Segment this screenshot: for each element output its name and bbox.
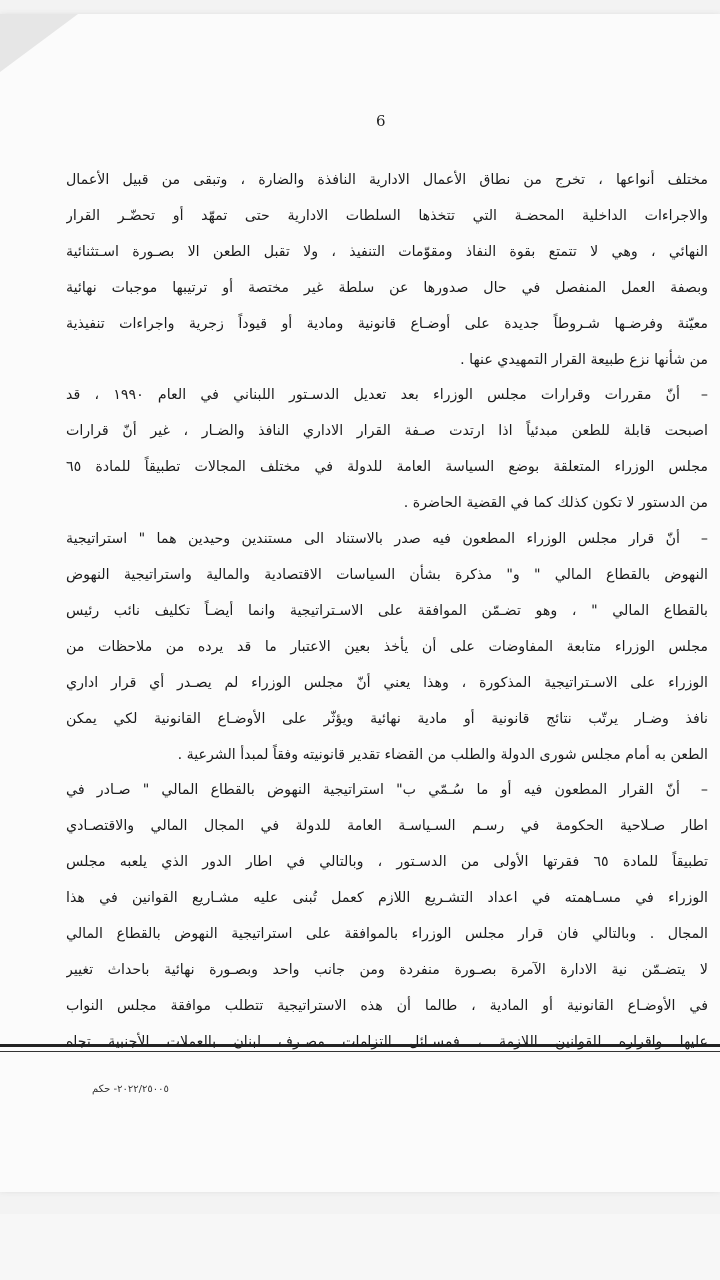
- text-line: [66, 594, 708, 630]
- line-text: نافذ وضـار يرتّب نتائج قانونية أو مادية نهائية ويؤثّر على الأوضـاع القانونية لكي يمكن: [66, 710, 708, 727]
- text-line: [66, 809, 708, 845]
- line-text: الطعن به أمام مجلس شورى الدولة والطلب من القضاء تقدير قانونيته وفقاً لمبدأ الشرعية .: [177, 746, 708, 763]
- text-line: [66, 917, 708, 953]
- bullet-dash: –: [700, 782, 708, 799]
- line-text: بالقطاع المالي " ، وهو تضـمّن الموافقة على الاسـتراتيجية وانما أيضـاً تكليف نائب رئيس: [66, 602, 708, 619]
- text-line: [66, 414, 708, 450]
- line-text: مجلس الوزراء المتعلقة بوضع السياسة العامة للدولة في مختلف المجالات تطبيقاً للمادة ٦٥: [66, 459, 708, 476]
- line-text: والاجراءات الداخلية المحضـة التي تتخذها السلطات الادارية حتى تمهّد أو تحضّـر القرار: [66, 207, 708, 224]
- bullet-dash: –: [700, 387, 708, 404]
- text-line: [66, 307, 708, 343]
- footer-reference: ٢٠٢٢/٢٥٠٠٥- حكم: [92, 1084, 169, 1095]
- text-line: [66, 953, 708, 989]
- footer-rule-thick: [0, 1044, 720, 1047]
- line-text: أنّ القرار المطعون فيه أو ما سُـمّي ب" استراتيجية النهوض بالقطاع المالي " صـادر في: [66, 782, 680, 799]
- document-body: [66, 163, 708, 1061]
- text-line: [66, 738, 708, 774]
- line-text: لا يتضـمّن نية الادارة الآمرة بصـورة منفردة ومن جانب واحد وبصـورة نهائية باحداث تغيير: [66, 961, 708, 978]
- line-text: من الدستور لا تكون كذلك كما في القضية الحاضرة .: [403, 495, 708, 512]
- line-text: النهوض بالقطاع المالي " و" مذكرة بشأن السياسات الاقتصادية والمالية واستراتيجية النهوض: [66, 566, 708, 583]
- line-text: النهائي ، وهي لا تتمتع بقوة النفاذ ومقوّمات التنفيذ ، ولا تقبل الطعن الا بصـورة اسـتثنائية: [66, 243, 708, 260]
- bullet-dash: –: [700, 531, 708, 548]
- line-text: مختلف أنواعها ، تخرج من نطاق الأعمال الادارية النافذة والضارة ، وتبقى من قبيل الأعمال: [66, 172, 708, 188]
- line-text: مجلس الوزراء متابعة المفاوضات على أن يأخذ بعين الاعتبار ما قد يرده من ملاحظات من: [66, 638, 708, 655]
- line-text: الوزراء على الاسـتراتيجية المذكورة ، وهذا يعني أنّ مجلس الوزراء لم يصـدر أي قرار اداري: [66, 674, 708, 691]
- text-line: [66, 630, 708, 666]
- line-text: من شأنها نزع طبيعة القرار التمهيدي عنها .: [460, 351, 708, 368]
- line-text: عليها واقراره للقوانين اللازمة ، فمسـائل التزامات مصـرف لبنان بالعملات الأجنبية تجاه: [66, 1033, 708, 1050]
- text-line: [66, 199, 708, 235]
- footer-rule-thin: [0, 1051, 720, 1052]
- folded-corner: [0, 14, 78, 72]
- text-line: [66, 235, 708, 271]
- line-text: اطار صـلاحية الحكومة في رسـم السـياسـة العامة للدولة في المجال المالي والاقتصـادي: [66, 818, 708, 835]
- line-text: وبصفة العمل المنفصل في حال صدورها عن سلطة غير مختصة أو ترتيبها موجبات نهائية: [66, 279, 708, 296]
- line-text: الوزراء في مسـاهمته في اعداد التشـريع اللازم كعمل تُبنى عليه مشـاريع القوانين في هذا: [66, 890, 708, 907]
- line-text: أنّ قرار مجلس الوزراء المطعون فيه صدر بالاستناد الى مستندين وحيدين هما " استراتيجية: [66, 531, 680, 548]
- text-line: [66, 486, 708, 522]
- line-text: تطبيقاً للمادة ٦٥ فقرتها الأولى من الدسـتور ، وبالتالي في اطار الدور الذي يلعبه مجلس: [66, 854, 708, 871]
- line-text: أنّ مقررات وقرارات مجلس الوزراء بعد تعديل الدسـتور اللبناني في العام ١٩٩٠ ، قد: [66, 387, 680, 404]
- text-line: [66, 163, 708, 199]
- text-line: [66, 666, 708, 702]
- text-line: [66, 881, 708, 917]
- line-text: معيّنة وفرضـها شـروطاً جديدة على أوضـاع قانونية ومادية أو قيوداً زجرية واجراءات تنفيذية: [66, 315, 708, 332]
- line-text: اصبحت قابلة للطعن مبدئياً اذا ارتدت صـفة القرار الاداري النافذ والضـار ، غير أنّ قرارات: [66, 423, 708, 440]
- text-line: [66, 271, 708, 307]
- line-text: المجال . وبالتالي فان قرار مجلس الوزراء بالموافقة على استراتيجية النهوض بالقطاع المالي: [66, 926, 708, 943]
- bottom-strip: [0, 1214, 720, 1280]
- text-line: [66, 450, 708, 486]
- text-line: [66, 989, 708, 1025]
- text-line: [66, 845, 708, 881]
- text-line: [66, 1025, 708, 1061]
- text-line: [66, 558, 708, 594]
- text-line: [66, 702, 708, 738]
- text-line: [66, 378, 708, 414]
- text-line: [66, 343, 708, 379]
- text-line: [66, 773, 708, 809]
- text-line: [66, 522, 708, 558]
- page-number: 6: [376, 112, 386, 130]
- line-text: في الأوضـاع القانونية أو المادية ، طالما أن هذه الاستراتيجية تتطلب موافقة مجلس النواب: [66, 997, 708, 1014]
